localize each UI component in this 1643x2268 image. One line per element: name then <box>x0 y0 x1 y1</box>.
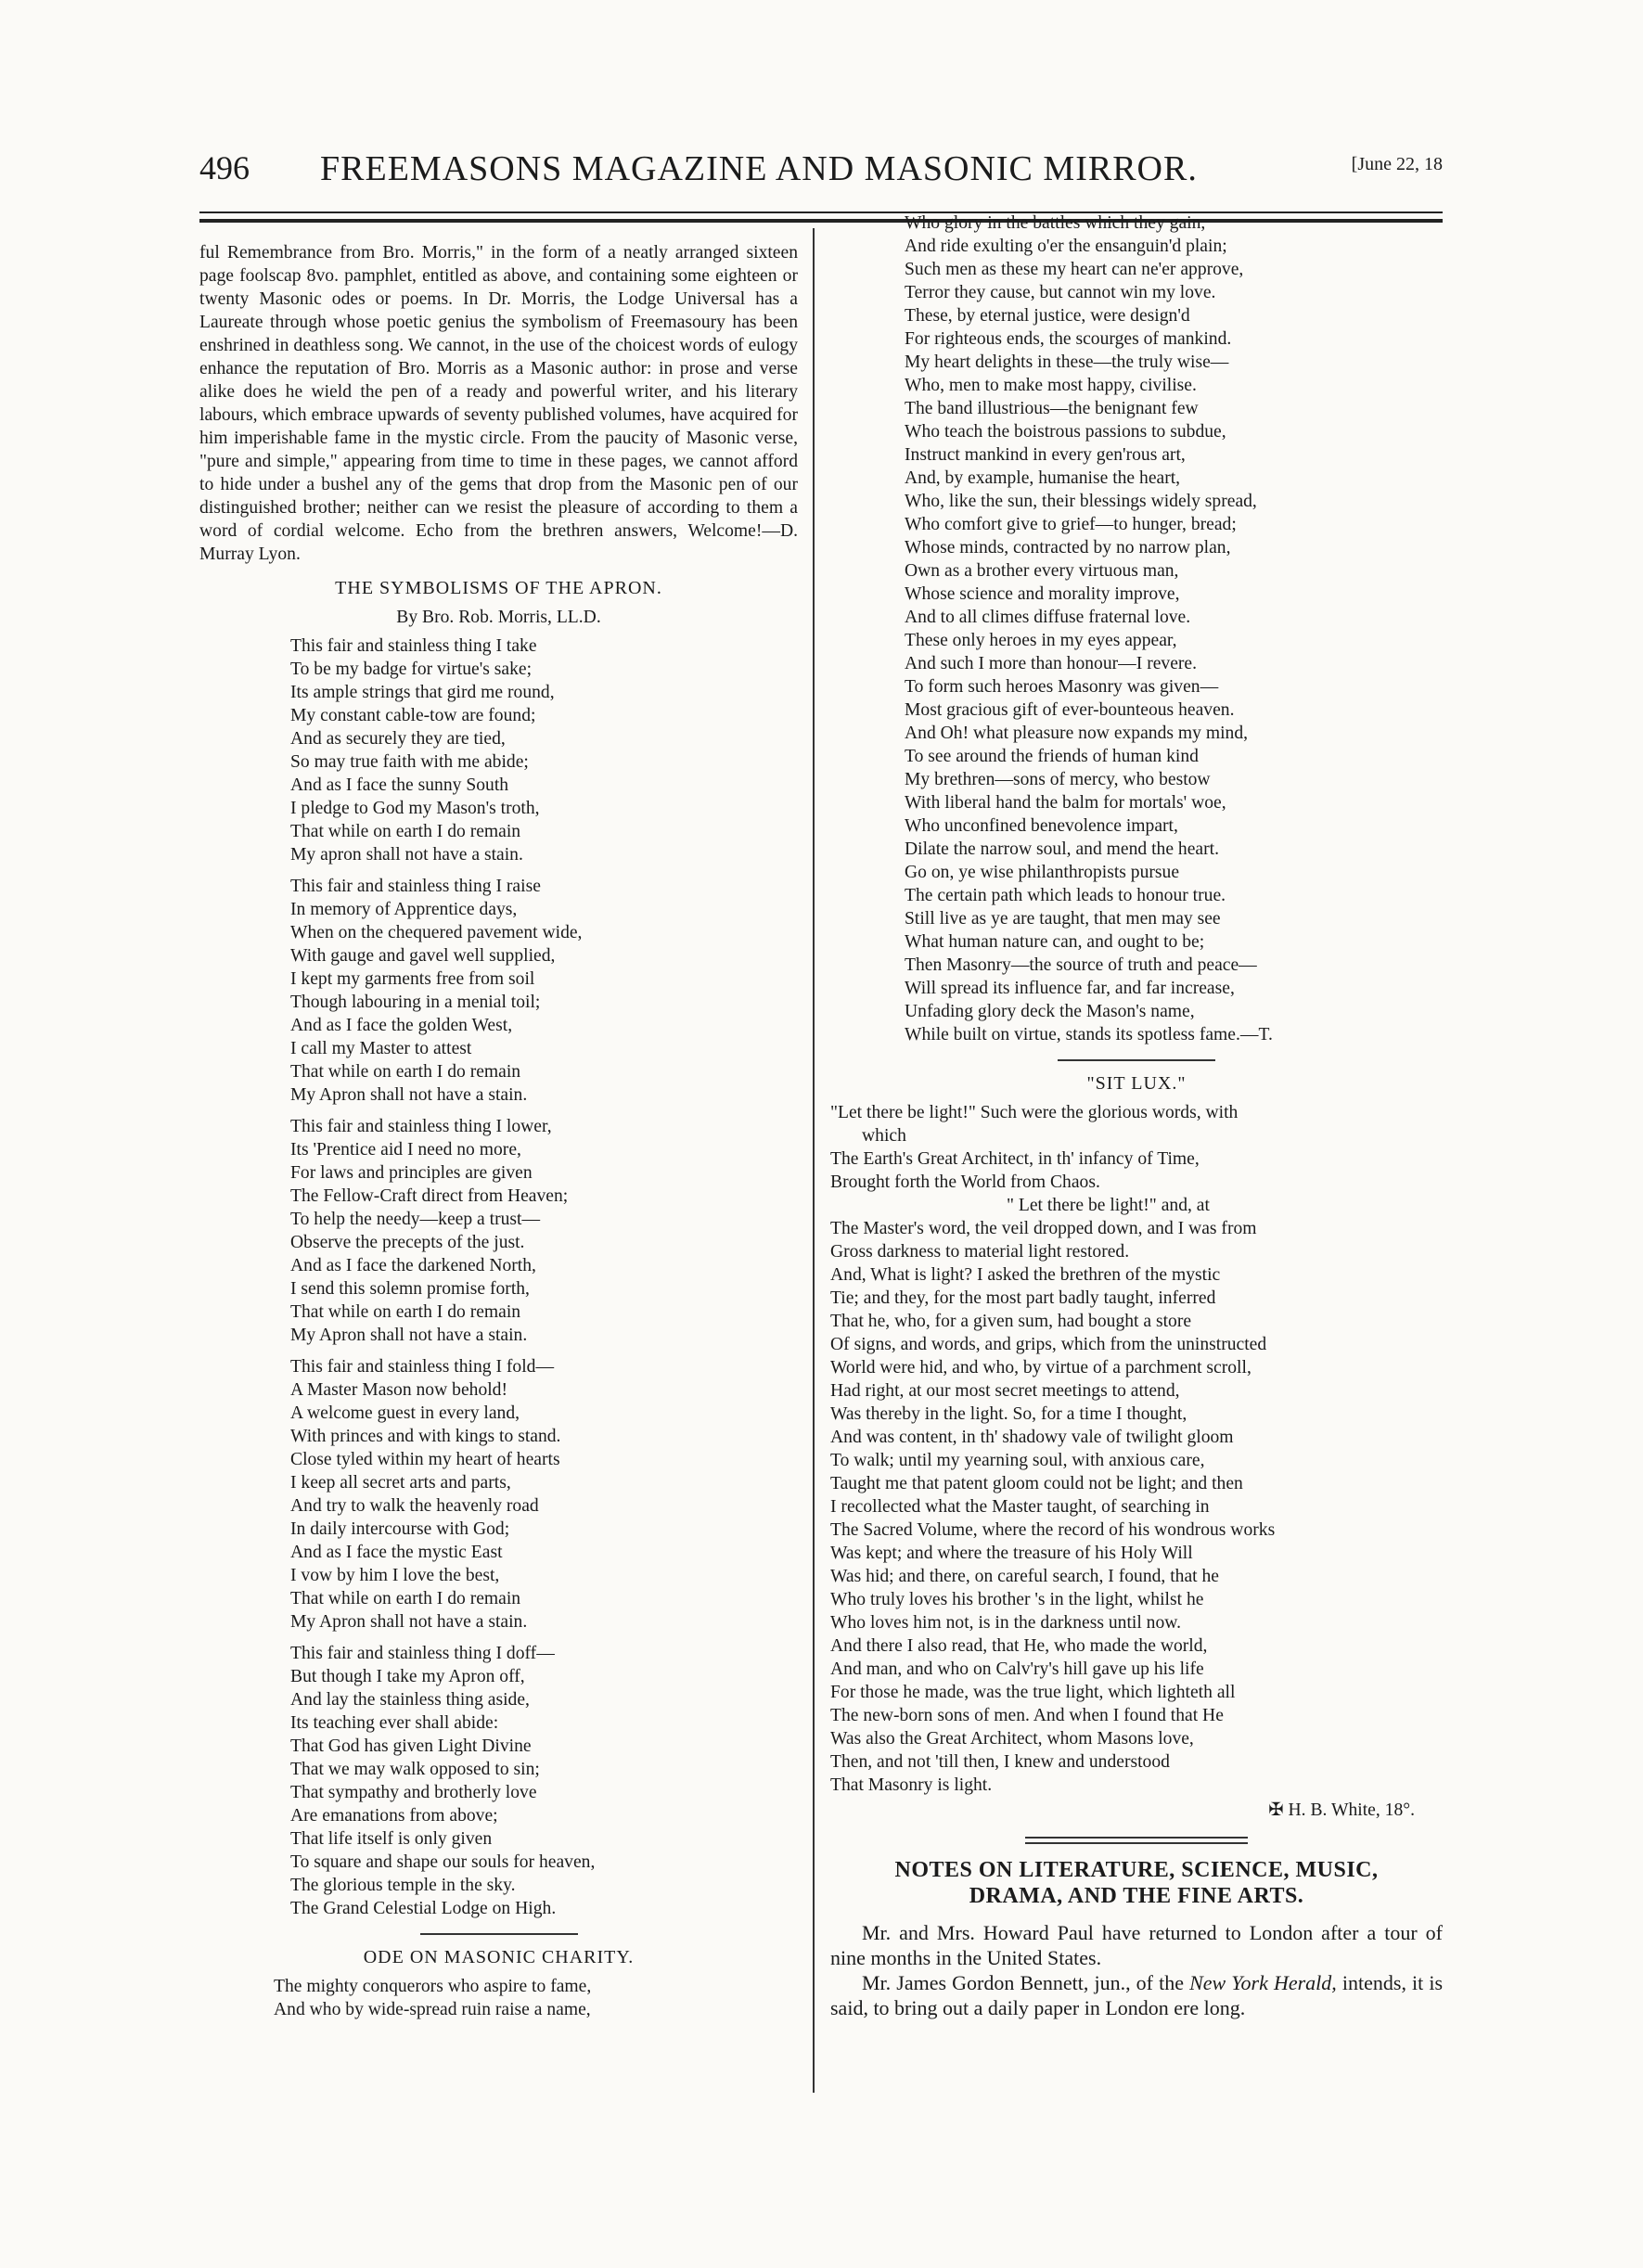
poem-line: That sympathy and brotherly love <box>290 1783 537 1802</box>
poem-line: And man, and who on Calv'ry's hill gave up his life <box>830 1659 1204 1679</box>
poem-line: Tie; and they, for the most part badly taught, inferred <box>830 1288 1216 1308</box>
notes-paragraph-2-start: Mr. James Gordon Bennett, jun., of the <box>862 1971 1184 1994</box>
poem-line: Was kept; and where the treasure of his Holy Will <box>830 1544 1193 1563</box>
poem-line: This fair and stainless thing I raise <box>290 877 541 896</box>
poem-line: And who by wide-spread ruin raise a name, <box>274 2000 591 2019</box>
poem-line: That life itself is only given <box>290 1829 493 1849</box>
poem-line: Dilate the narrow soul, and mend the heart. <box>905 839 1219 859</box>
poem-line: A welcome guest in every land, <box>290 1403 520 1423</box>
poem-line: This fair and stainless thing I fold— <box>290 1357 555 1377</box>
poem-line: For those he made, was the true light, which lighteth all <box>830 1683 1236 1702</box>
poem-line: With gauge and gavel well supplied, <box>290 946 556 966</box>
notes-title-line-1: NOTES ON LITERATURE, SCIENCE, MUSIC, <box>894 1858 1379 1882</box>
poem-line: Whose science and morality improve, <box>905 584 1180 604</box>
poem-line: Unfading glory deck the Mason's name, <box>905 1002 1195 1021</box>
poem-line: This fair and stainless thing I lower, <box>290 1117 552 1136</box>
poem-line: And there I also read, that He, who made the world, <box>830 1636 1208 1656</box>
sit-lux-first-line: "Let there be light!" Such were the glorious words, with <box>830 1103 1239 1122</box>
poem-line: Whose minds, contracted by no narrow plan, <box>905 538 1231 557</box>
poem-line: When on the chequered pavement wide, <box>290 923 583 942</box>
poem-line: This fair and stainless thing I doff— <box>290 1644 555 1663</box>
poem-line: For righteous ends, the scourges of mankind. <box>905 329 1232 349</box>
poem-line: And lay the stainless thing aside, <box>290 1690 530 1710</box>
poem-line: The Sacred Volume, where the record of his wondrous works <box>830 1520 1276 1540</box>
poem-line: My constant cable-tow are found; <box>290 706 536 725</box>
page-number: 496 <box>199 149 250 186</box>
poem-line: Will spread its influence far, and far increase, <box>905 979 1235 998</box>
poem-line: Had right, at our most secret meetings to attend, <box>830 1381 1180 1401</box>
sit-lux-first-line-cont: which <box>862 1126 906 1146</box>
poem-line: Its teaching ever shall abide: <box>290 1713 499 1733</box>
poem-line: This fair and stainless thing I take <box>290 636 537 656</box>
poem-line: That while on earth I do remain <box>290 1062 521 1082</box>
poem-line: And, by example, humanise the heart, <box>905 468 1181 488</box>
poem-line: These, by eternal justice, were design'd <box>905 306 1190 326</box>
page-header <box>199 148 1443 204</box>
poem-line: Was hid; and there, on careful search, I found, that he <box>830 1567 1219 1586</box>
poem-line: Who loves him not, is in the darkness until now. <box>830 1613 1182 1633</box>
poem-line: Gross darkness to material light restored. <box>830 1242 1130 1262</box>
poem-line: Who, men to make most happy, civilise. <box>905 376 1197 395</box>
poem-line: And ride exulting o'er the ensanguin'd plain; <box>905 237 1227 256</box>
poem-line: My heart delights in these—the truly wise— <box>905 352 1229 372</box>
left-column <box>199 241 798 2021</box>
ode-lines-right <box>830 211 1443 1046</box>
poem-line: And to all climes diffuse fraternal love. <box>905 608 1191 627</box>
notes-title-line-2: DRAMA, AND THE FINE ARTS. <box>969 1884 1304 1908</box>
poem-line: That while on earth I do remain <box>290 1302 521 1322</box>
poem-line: Its 'Prentice aid I need no more, <box>290 1140 521 1160</box>
poem-line: Observe the precepts of the just. <box>290 1233 525 1252</box>
poem-line: The certain path which leads to honour true. <box>905 886 1226 905</box>
sit-lux-body <box>830 1101 1443 1822</box>
poem-line: Of signs, and words, and grips, which from the uninstructed <box>830 1335 1267 1354</box>
poem-line: And try to walk the heavenly road <box>290 1496 539 1516</box>
poem-line: That we may walk opposed to sin; <box>290 1760 540 1779</box>
poem-line: My Apron shall not have a stain. <box>290 1085 528 1105</box>
sit-lux-lines-b <box>830 1217 1443 1797</box>
apron-poem-title: THE SYMBOLISMS OF THE APRON. <box>335 578 662 598</box>
sit-lux-indented-line: " Let there be light!" and, at <box>1007 1196 1210 1215</box>
poem-line: Its ample strings that gird me round, <box>290 683 555 702</box>
poem-line: I recollected what the Master taught, of searching in <box>830 1497 1210 1517</box>
stanza <box>199 634 798 866</box>
poem-line: Then Masonry—the source of truth and peace— <box>905 955 1257 975</box>
right-column <box>830 211 1443 2020</box>
poem-line: My apron shall not have a stain. <box>290 845 523 865</box>
poem-line: That Masonry is light. <box>830 1775 993 1795</box>
column-divider <box>813 228 815 2093</box>
intro-paragraph: ful Remembrance from Bro. Morris," in the form of a neatly arranged sixteen page foolscap 8vo. pamphlet, entitled as above, and containing some eighteen or twenty Masonic odes or poems. In Dr. Morris, the Lodge Universal has a Laureate through whose poetic genius the symbolism of Freemasoury has been enshrined in deathless song. We cannot, in the use of the choicest words of eulogy enhance the reputation of Bro. Morris as a Masonic author: in prose and verse alike does he wield the pen of a ready and powerful writer, and his literary labours, which embrace upwards of seventy published volumes, have acquired for him imperishable fame in the mystic circle. From the paucity of Masonic verse, "pure and simple," appearing from time to time in these pages, we cannot afford to hide under a bushel any of the gems that drop from the Masonic pen of our distinguished brother; neither can we resist the pleasure of according to them a word of cordial welcome. Echo from the brethren answers, Welcome!—D. Murray Lyon. <box>199 243 798 564</box>
stanza <box>199 1642 798 1920</box>
poem-line: The band illustrious—the benignant few <box>905 399 1199 418</box>
poem-line: To help the needy—keep a trust— <box>290 1210 541 1229</box>
poem-line: World were hid, and who, by virtue of a parchment scroll, <box>830 1358 1252 1377</box>
poem-line: Who unconfined benevolence impart, <box>905 816 1178 836</box>
ode-lines-left <box>199 1975 798 2021</box>
poem-line: And was content, in th' shadowy vale of twilight gloom <box>830 1428 1234 1447</box>
poem-line: What human nature can, and ought to be; <box>905 932 1205 952</box>
poem-line: In daily intercourse with God; <box>290 1519 510 1539</box>
poem-line: Still live as ye are taught, that men may see <box>905 909 1221 929</box>
poem-line: The mighty conquerors who aspire to fame, <box>274 1977 592 1996</box>
poem-line: The Grand Celestial Lodge on High. <box>290 1899 557 1918</box>
sit-lux-lines-a <box>830 1147 1443 1194</box>
poem-line: That while on earth I do remain <box>290 1589 521 1608</box>
poem-line: To square and shape our souls for heaven, <box>290 1852 596 1872</box>
poem-line: And as I face the sunny South <box>290 775 509 795</box>
poem-line: Go on, ye wise philanthropists pursue <box>905 863 1180 882</box>
poem-line: Who truly loves his brother 's in the light, whilst he <box>830 1590 1204 1609</box>
stanza <box>199 875 798 1107</box>
poem-line: And as I face the darkened North, <box>290 1256 536 1275</box>
poem-line: Terror they cause, but cannot win my love. <box>905 283 1216 302</box>
poem-line: To be my badge for virtue's sake; <box>290 660 533 679</box>
poem-line: And Oh! what pleasure now expands my mind, <box>905 724 1249 743</box>
poem-line: And such I more than honour—I revere. <box>905 654 1198 673</box>
notes-paragraph-1: Mr. and Mrs. Howard Paul have returned to London after a tour of nine months in the United States. <box>830 1921 1443 1969</box>
poem-line: To see around the friends of human kind <box>905 747 1199 766</box>
apron-poem-byline: By Bro. Rob. Morris, LL.D. <box>396 608 601 627</box>
poem-line: Are emanations from above; <box>290 1806 498 1826</box>
poem-line: The Master's word, the veil dropped down, and I was from <box>830 1219 1257 1238</box>
poem-line: Who glory in the battles which they gain, <box>905 213 1206 233</box>
poem-line: That he, who, for a given sum, had bought a store <box>830 1312 1192 1331</box>
poem-line: And as I face the golden West, <box>290 1016 513 1035</box>
poem-line: For laws and principles are given <box>290 1163 533 1183</box>
poem-line: Brought forth the World from Chaos. <box>830 1172 1100 1192</box>
poem-line: Then, and not 'till then, I knew and understood <box>830 1752 1170 1772</box>
stanza <box>199 1355 798 1634</box>
poem-line: The glorious temple in the sky. <box>290 1876 516 1895</box>
poem-line: And as securely they are tied, <box>290 729 506 749</box>
poem-line: The new-born sons of men. And when I found that He <box>830 1706 1224 1725</box>
poem-line: Close tyled within my heart of hearts <box>290 1450 560 1469</box>
poem-line: My Apron shall not have a stain. <box>290 1326 528 1345</box>
poem-line: To form such heroes Masonry was given— <box>905 677 1219 697</box>
poem-line: These only heroes in my eyes appear, <box>905 631 1177 650</box>
poem-line: A Master Mason now behold! <box>290 1380 508 1400</box>
poem-line: Who, like the sun, their blessings widely spread, <box>905 492 1257 511</box>
poem-line: While built on virtue, stands its spotless fame.—T. <box>905 1025 1273 1044</box>
poem-line: I keep all secret arts and parts, <box>290 1473 511 1493</box>
poem-line: The Fellow-Craft direct from Heaven; <box>290 1186 569 1206</box>
sit-lux-signature: ✠ H. B. White, 18°. <box>1268 1800 1415 1820</box>
newspaper-name: New York Herald, <box>1189 1971 1337 1994</box>
poem-line: And as I face the mystic East <box>290 1543 503 1562</box>
poem-line: With liberal hand the balm for mortals' woe, <box>905 793 1226 813</box>
poem-line: My brethren—sons of mercy, who bestow <box>905 770 1211 789</box>
poem-line: Instruct mankind in every gen'rous art, <box>905 445 1186 465</box>
poem-line: In memory of Apprentice days, <box>290 900 518 919</box>
poem-line: Own as a brother every virtuous man, <box>905 561 1179 581</box>
section-divider <box>1058 1059 1215 1061</box>
poem-line: I vow by him I love the best, <box>290 1566 500 1585</box>
poem-line: Such men as these my heart can ne'er approve, <box>905 260 1244 279</box>
poem-line: So may true faith with me abide; <box>290 752 529 772</box>
ode-title: ODE ON MASONIC CHARITY. <box>363 1947 635 1967</box>
notes-paragraph-2 <box>830 1970 1443 2020</box>
section-divider <box>420 1933 578 1935</box>
poem-line: The Earth's Great Architect, in th' infancy of Time, <box>830 1149 1200 1169</box>
section-divider-double <box>1025 1837 1248 1844</box>
stanza <box>199 1115 798 1347</box>
poem-line: But though I take my Apron off, <box>290 1667 525 1686</box>
poem-line: To walk; until my yearning soul, with anxious care, <box>830 1451 1205 1470</box>
poem-line: That while on earth I do remain <box>290 822 521 841</box>
apron-poem-body <box>199 634 798 1920</box>
poem-line: Though labouring in a menial toil; <box>290 993 541 1012</box>
magazine-title: FREEMASONS MAGAZINE AND MASONIC MIRROR. <box>320 149 1198 188</box>
notes-title <box>830 1857 1443 1909</box>
poem-line: And, What is light? I asked the brethren of the mystic <box>830 1265 1221 1285</box>
poem-line: Taught me that patent gloom could not be light; and then <box>830 1474 1243 1493</box>
poem-line: Who teach the boistrous passions to subdue, <box>905 422 1226 442</box>
poem-line: My Apron shall not have a stain. <box>290 1612 528 1632</box>
poem-line: Most gracious gift of ever-bounteous heaven. <box>905 700 1235 720</box>
poem-line: Who comfort give to grief—to hunger, bread; <box>905 515 1237 534</box>
poem-line: I send this solemn promise forth, <box>290 1279 530 1299</box>
poem-line: Was thereby in the light. So, for a time I thought, <box>830 1404 1187 1424</box>
poem-line: That God has given Light Divine <box>290 1736 532 1756</box>
issue-date: [June 22, 18 <box>1351 154 1443 174</box>
poem-line: With princes and with kings to stand. <box>290 1427 561 1446</box>
sit-lux-title: "SIT LUX." <box>1086 1073 1187 1094</box>
poem-line: I kept my garments free from soil <box>290 969 535 989</box>
poem-line: I call my Master to attest <box>290 1039 472 1058</box>
notes-paragraph-2-end: intends, it is said, to bring out a daily paper in London ere long. <box>830 1971 1444 2019</box>
poem-line: Was also the Great Architect, whom Masons love, <box>830 1729 1194 1749</box>
poem-line: I pledge to God my Mason's troth, <box>290 799 540 818</box>
